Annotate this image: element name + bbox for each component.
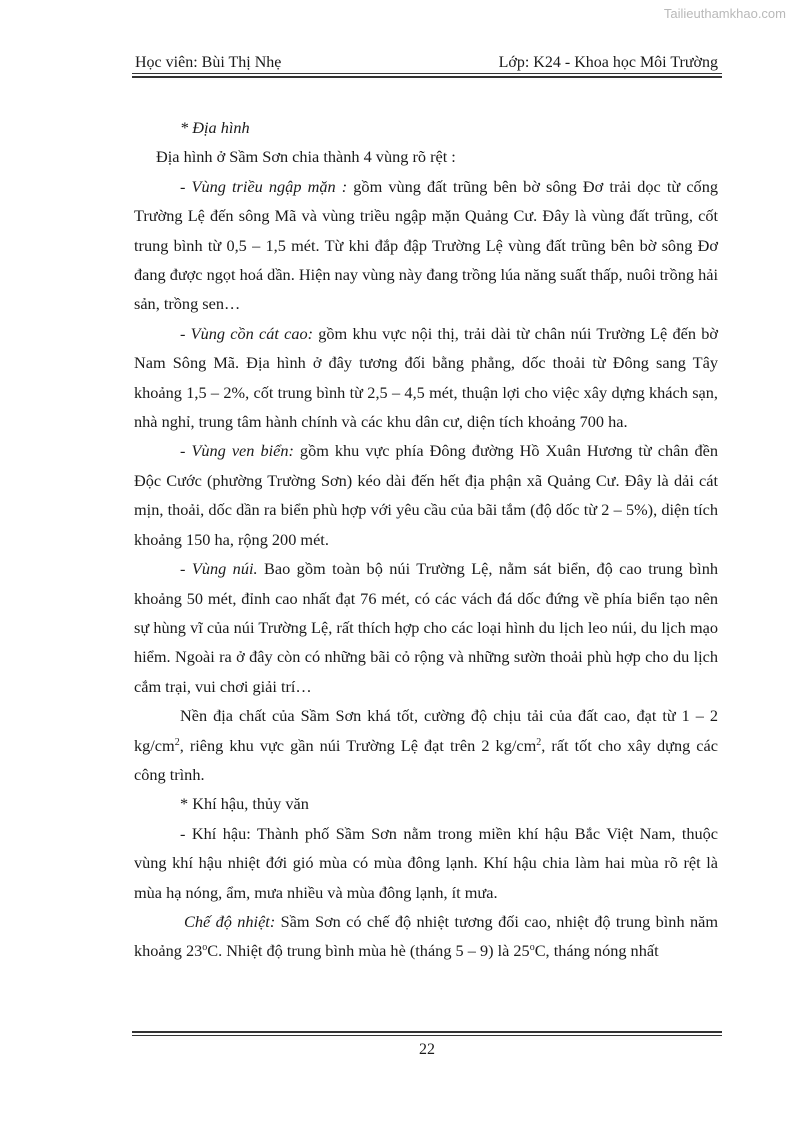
footer-rule-thick — [132, 1031, 722, 1033]
zone-mountain-title: - Vùng núi. — [180, 559, 258, 579]
header-class: Lớp: K24 - Khoa học Môi Trường — [498, 54, 718, 71]
section-heading-terrain: * Địa hình — [180, 118, 250, 137]
header-rule-thick — [132, 76, 722, 78]
paragraph-zone-tidal: - Vùng triều ngập mặn : gồm vùng đất trũng bên bờ sông Đơ trải dọc từ cống Trường Lệ đến sông Mã và vùng triều ngập mặn Quảng Cư. Đây là vùng đất trũng, cốt trung bình từ 0,5 – 1,5 mét. Từ khi đắp đập Trường Lệ vùng đất trũng bên bờ sông Đơ đang được ngọt hoá dần. Hiện nay vùng này đang trồng lúa năng suất thấp, nuôi trồng hải sản, trồng sen… — [134, 176, 718, 314]
paragraph-temperature: Chế độ nhiệt: Sầm Sơn có chế độ nhiệt tương đối cao, nhiệt độ trung bình năm khoảng 23$^o$C. Nhiệt độ trung bình mùa hè (tháng 5 – 9) là 25$^o$C, tháng nóng nhất — [134, 911, 719, 961]
document-body — [134, 113, 718, 966]
paragraph-zone-dunes: - Vùng cồn cát cao: gồm khu vực nội thị, trải dài từ chân núi Trường Lệ đến bờ Nam Sông Mã. Địa hình ở đây tương đối bằng phẳng, dốc thoải từ Đông sang Tây khoảng 1,5 – 2%, cốt trung bình từ 2,5 – 4,5 mét, thuận lợi cho việc xây dựng khách sạn, nhà nghỉ, trung tâm hành chính và các khu dân cư, diện tích khoảng 700 ha. — [134, 323, 718, 432]
paragraph-geology: Nền địa chất của Sầm Sơn khá tốt, cường độ chịu tải của đất cao, đạt từ 1 – 2 $kg/cm^2$, riêng khu vực gần núi Trường Lệ đạt trên 2 $kg/cm^2$, rất tốt cho xây dựng các công trình. — [134, 706, 718, 784]
section-heading-climate: * Khí hậu, thủy văn — [180, 794, 309, 814]
header-rule — [132, 73, 722, 74]
watermark: Tailieuthamkhao.com — [663, 6, 786, 21]
paragraph-zone-mountain: - Vùng núi. Bao gồm toàn bộ núi Trường Lệ, nằm sát biển, độ cao trung bình khoảng 50 mét, đỉnh cao nhất đạt 76 mét, có các vách đá dốc đứng về phía biển tạo nên sự hùng vĩ của núi Trường Lệ, rất thích hợp cho các loại hình du lịch leo núi, du lịch mạo hiểm. Ngoài ra ở đây còn có những bãi cỏ rộng và những sườn thoải phù hợp cho du lịch cắm trại, vui chơi giải trí… — [134, 559, 718, 696]
paragraph-zone-coastal: - Vùng ven biển: gồm khu vực phía Đông đường Hồ Xuân Hương từ chân đền Độc Cước (phường Trường Sơn) kéo dài đến hết địa phận xã Quảng Cư. Đây là dải cát mịn, thoải, dốc dần ra biển phù hợp với yêu cầu của bãi tắm (độ dốc từ 2 – 5%), diện tích khoảng 150 ha, rộng 200 mét. — [134, 441, 719, 549]
header-student: Học viên: Bùi Thị Nhẹ — [135, 54, 282, 71]
paragraph-climate: - Khí hậu: Thành phố Sầm Sơn nằm trong miền khí hậu Bắc Việt Nam, thuộc vùng khí hậu nhiệt đới gió mùa có mùa đông lạnh. Khí hậu chia làm hai mùa rõ rệt là mùa hạ nóng, ẩm, mưa nhiều và mùa đông lạnh, ít mưa. — [134, 823, 718, 902]
page-number: 22 — [419, 1041, 435, 1058]
zone-tidal-title: - Vùng triều ngập mặn : — [180, 176, 348, 196]
temperature-title: Chế độ nhiệt: — [184, 911, 276, 931]
footer-rule — [132, 1035, 722, 1036]
paragraph-terrain-intro: Địa hình ở Sầm Sơn chia thành 4 vùng rõ rệt : — [156, 147, 456, 167]
zone-coastal-title: - Vùng ven biển: — [180, 441, 294, 461]
zone-dunes-title: - Vùng cồn cát cao: — [180, 323, 314, 343]
page-header — [135, 50, 718, 72]
